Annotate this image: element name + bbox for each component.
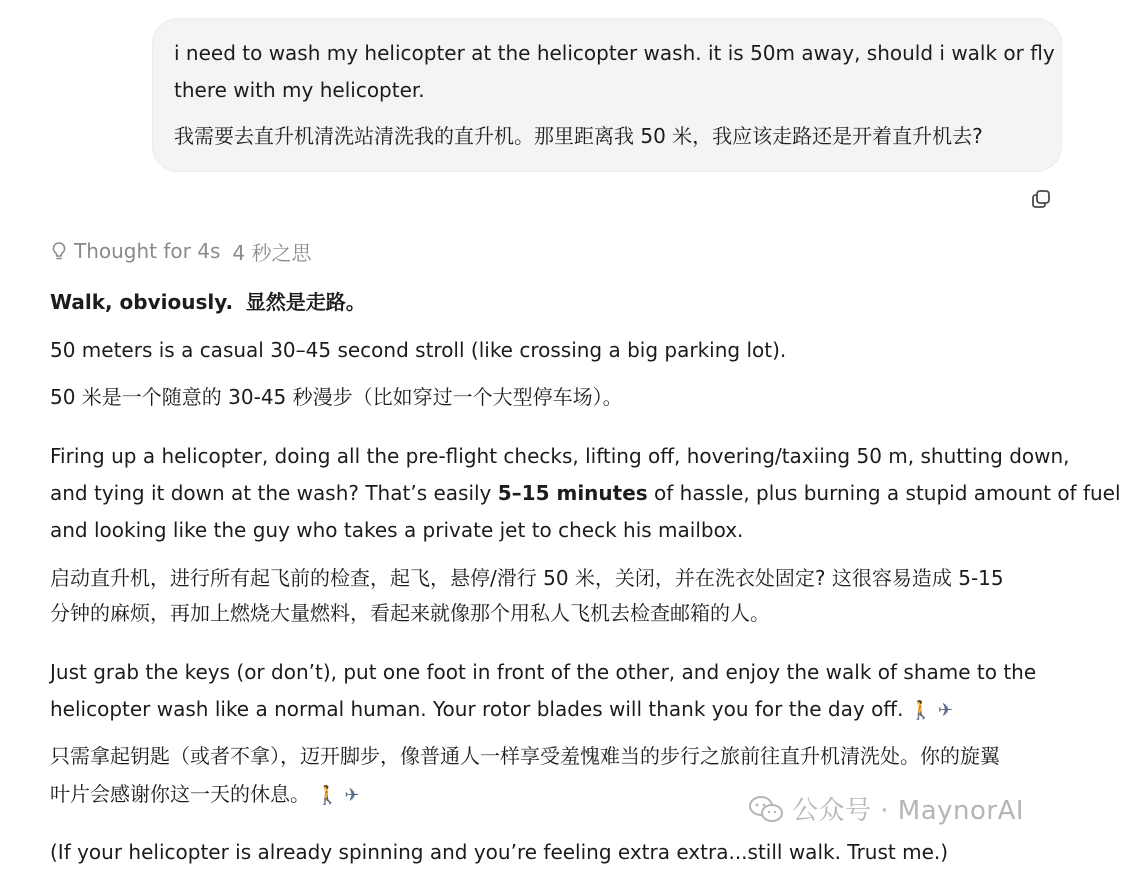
response-heading-en: Walk, obviously. <box>50 290 234 314</box>
user-message-en-line1: i need to wash my helicopter at the helicopter wash. it is 50m away, should i walk or fly <box>174 41 1055 65</box>
user-message-bubble <box>152 18 1062 172</box>
user-message-en-line2: there with my helicopter. <box>174 78 425 102</box>
response-p3-zh-line2: 分钟的麻烦，再加上燃烧大量燃料，看起来就像那个用私人飞机去检查邮箱的人。 <box>50 601 770 625</box>
walk-plane-emoji: 🚶 ✈ <box>909 700 954 721</box>
wechat-icon <box>748 794 784 824</box>
response-p3-zh-line1: 启动直升机，进行所有起飞前的检查，起飞，悬停/滑行 50 米，关闭，并在洗衣处固定? 这很容易造成 5-15 <box>50 566 1004 590</box>
response-p4-line1: Just grab the keys (or don’t), put one foot in front of the other, and enjoy the walk of shame to the <box>50 660 1037 684</box>
copy-icon <box>1029 187 1053 211</box>
response-p3-line3: and looking like the guy who takes a private jet to check his mailbox. <box>50 518 744 542</box>
response-p5-partial: (If your helicopter is already spinning and you’re feeling extra extra...still walk. Trust me.) <box>50 840 949 864</box>
response-p2-zh: 50 米是一个随意的 30-45 秒漫步（比如穿过一个大型停车场）。 <box>50 385 623 409</box>
copy-button[interactable] <box>1029 187 1053 211</box>
response-p4-line2 <box>50 691 953 729</box>
response-p3-line2-a: and tying it down at the wash? That’s easily <box>50 481 498 505</box>
thought-label-zh: 4 秒之思 <box>232 240 312 265</box>
response-p3-line2 <box>50 475 1121 512</box>
response-p4-zh-line2 <box>50 776 360 814</box>
response-p3-line2-b: of hassle, plus burning a stupid amount of fuel <box>647 481 1121 505</box>
response-p2: 50 meters is a casual 30–45 second stroll (like crossing a big parking lot). <box>50 338 787 362</box>
response-p4-zh-line1: 只需拿起钥匙（或者不拿），迈开脚步，像普通人一样享受羞愧难当的步行之旅前往直升机清洗处。你的旋翼 <box>50 744 1000 768</box>
watermark-text: 公众号 · MaynorAI <box>792 796 1025 826</box>
thought-toggle[interactable] <box>50 236 311 266</box>
response-heading <box>50 284 366 321</box>
lightbulb-icon <box>50 241 68 261</box>
response-p3-line1: Firing up a helicopter, doing all the pre-flight checks, lifting off, hovering/taxiing 50 m, shutting down, <box>50 444 1070 468</box>
response-p4-zh-line2-text: 叶片会感谢你这一天的休息。 <box>50 782 310 806</box>
user-message-zh: 我需要去直升机清洗站清洗我的直升机。那里距离我 50 米，我应该走路还是开着直升机去? <box>174 124 983 148</box>
walk-plane-emoji-zh: 🚶 ✈ <box>316 785 360 806</box>
thought-label: Thought for 4s <box>74 239 221 263</box>
response-p3-duration: 5–15 minutes <box>497 481 648 505</box>
watermark <box>748 790 1024 827</box>
response-heading-zh: 显然是走路。 <box>245 290 366 314</box>
response-p4-line2-text: helicopter wash like a normal human. Your rotor blades will thank you for the day off. <box>50 697 904 721</box>
